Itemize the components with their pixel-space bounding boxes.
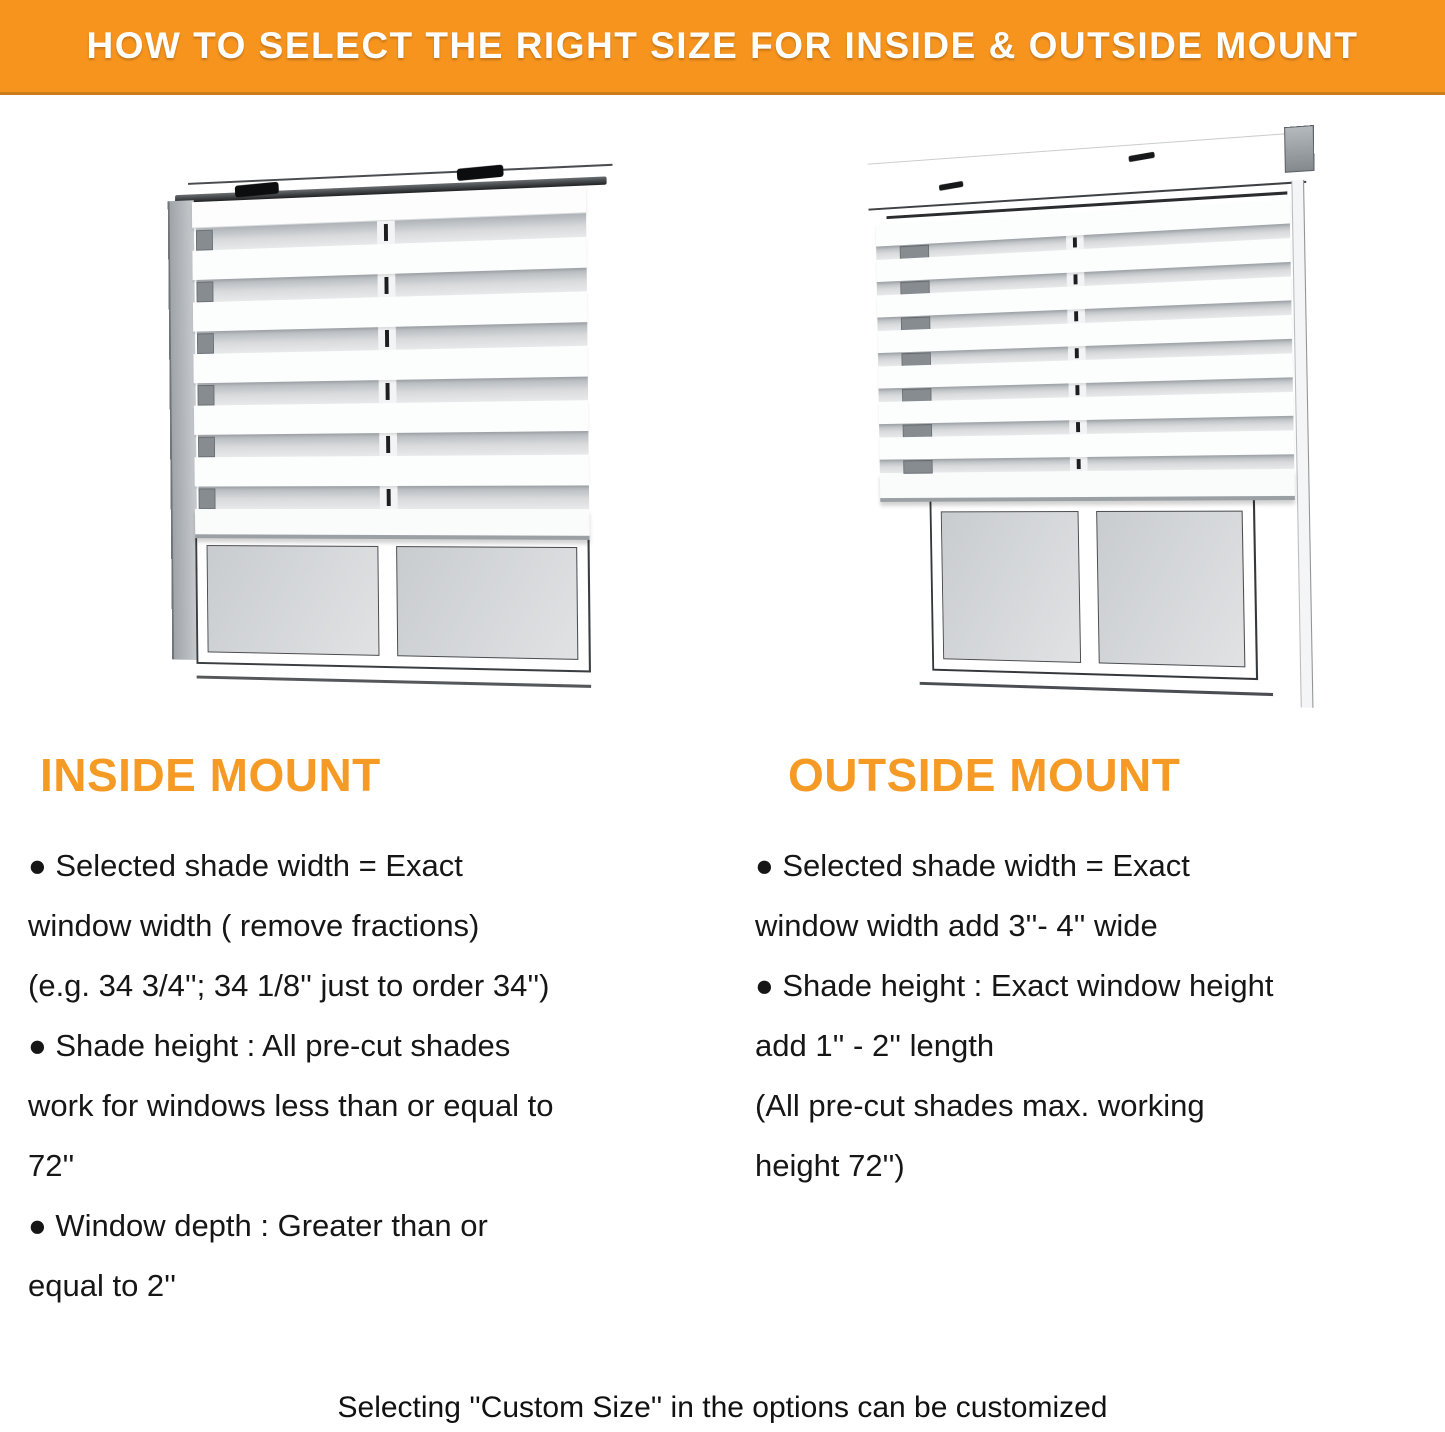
center-seam-mark xyxy=(1075,385,1079,395)
center-seam-mark xyxy=(386,436,390,453)
center-seam-mark xyxy=(1076,422,1080,432)
shade-bottom-rail xyxy=(195,509,590,540)
window-pane xyxy=(207,545,380,656)
window-lower-section xyxy=(930,498,1259,680)
jamb-shadow xyxy=(198,436,215,457)
center-seam-mark xyxy=(1073,237,1077,247)
bullet-line: 72'' xyxy=(28,1148,75,1183)
bullet-line: (e.g. 34 3/4''; 34 1/8'' just to order 34'') xyxy=(28,968,550,1003)
bullet-line: window width add 3''- 4'' wide xyxy=(755,908,1158,943)
outside-mount-section xyxy=(755,748,1435,1196)
wall-top-board xyxy=(868,132,1307,211)
bullet-line: ● Shade height : Exact window height xyxy=(755,968,1274,1003)
jamb-shadow xyxy=(196,281,213,302)
frame-shadow xyxy=(903,460,933,474)
zebra-shade xyxy=(192,186,590,540)
sheer-band xyxy=(198,485,589,509)
window-pane xyxy=(1096,511,1245,668)
center-seam-mark xyxy=(385,330,389,347)
bullet-line: ● Window depth : Greater than or xyxy=(28,1208,488,1243)
fabric-stripe xyxy=(194,400,588,435)
inside-mount-heading: INSIDE MOUNT xyxy=(40,749,381,801)
center-seam-mark xyxy=(384,277,388,294)
bullet-line: window width ( remove fractions) xyxy=(28,908,480,943)
outside-mount-illustration xyxy=(866,148,1302,716)
bullet-line: work for windows less than or equal to xyxy=(28,1088,554,1123)
center-seam-mark xyxy=(1077,459,1081,469)
window-pane xyxy=(396,546,578,660)
inside-mount-section xyxy=(28,748,708,1316)
shade-bottom-rail xyxy=(880,469,1295,502)
outside-mount-heading: OUTSIDE MOUNT xyxy=(788,749,1181,801)
bullet-line: equal to 2'' xyxy=(28,1268,177,1303)
bullet-line: (All pre-cut shades max. working xyxy=(755,1088,1205,1123)
center-seam-mark xyxy=(387,489,391,506)
header-banner xyxy=(0,0,1445,95)
window-pane xyxy=(941,511,1081,663)
sheer-band xyxy=(198,431,589,457)
side-channel xyxy=(1291,180,1313,708)
bullet-line: height 72'') xyxy=(755,1148,905,1183)
footer-note: Selecting ''Custom Size'' in the options can be customized xyxy=(337,1391,1108,1424)
window-mullion xyxy=(378,536,397,666)
bullet-line: ● Selected shade width = Exact xyxy=(28,848,463,883)
bullet-line: ● Shade height : All pre-cut shades xyxy=(28,1028,511,1063)
inside-mount-scene xyxy=(167,147,618,704)
jamb-shadow xyxy=(197,385,214,406)
jamb-shadow xyxy=(198,488,215,509)
zebra-shade xyxy=(876,200,1295,502)
fabric-stripe xyxy=(194,455,589,487)
outside-mount-scene xyxy=(875,132,1312,724)
footer xyxy=(0,1390,1445,1426)
jamb-shadow xyxy=(196,229,213,250)
inside-mount-illustration xyxy=(160,158,612,698)
jamb-shadow xyxy=(197,333,214,354)
center-seam-mark xyxy=(1074,311,1078,321)
center-seam-mark xyxy=(386,383,390,400)
banner-title: HOW TO SELECT THE RIGHT SIZE FOR INSIDE & OUTSIDE MOUNT xyxy=(86,25,1359,66)
center-seam-mark xyxy=(1075,348,1079,358)
center-seam-mark xyxy=(1073,274,1077,284)
center-seam-mark xyxy=(384,224,388,241)
window-lower-section xyxy=(195,533,591,672)
bullet-line: add 1'' - 2'' length xyxy=(755,1028,995,1063)
bullet-line: ● Selected shade width = Exact xyxy=(755,848,1190,883)
bracket-end-cap xyxy=(1284,125,1315,173)
